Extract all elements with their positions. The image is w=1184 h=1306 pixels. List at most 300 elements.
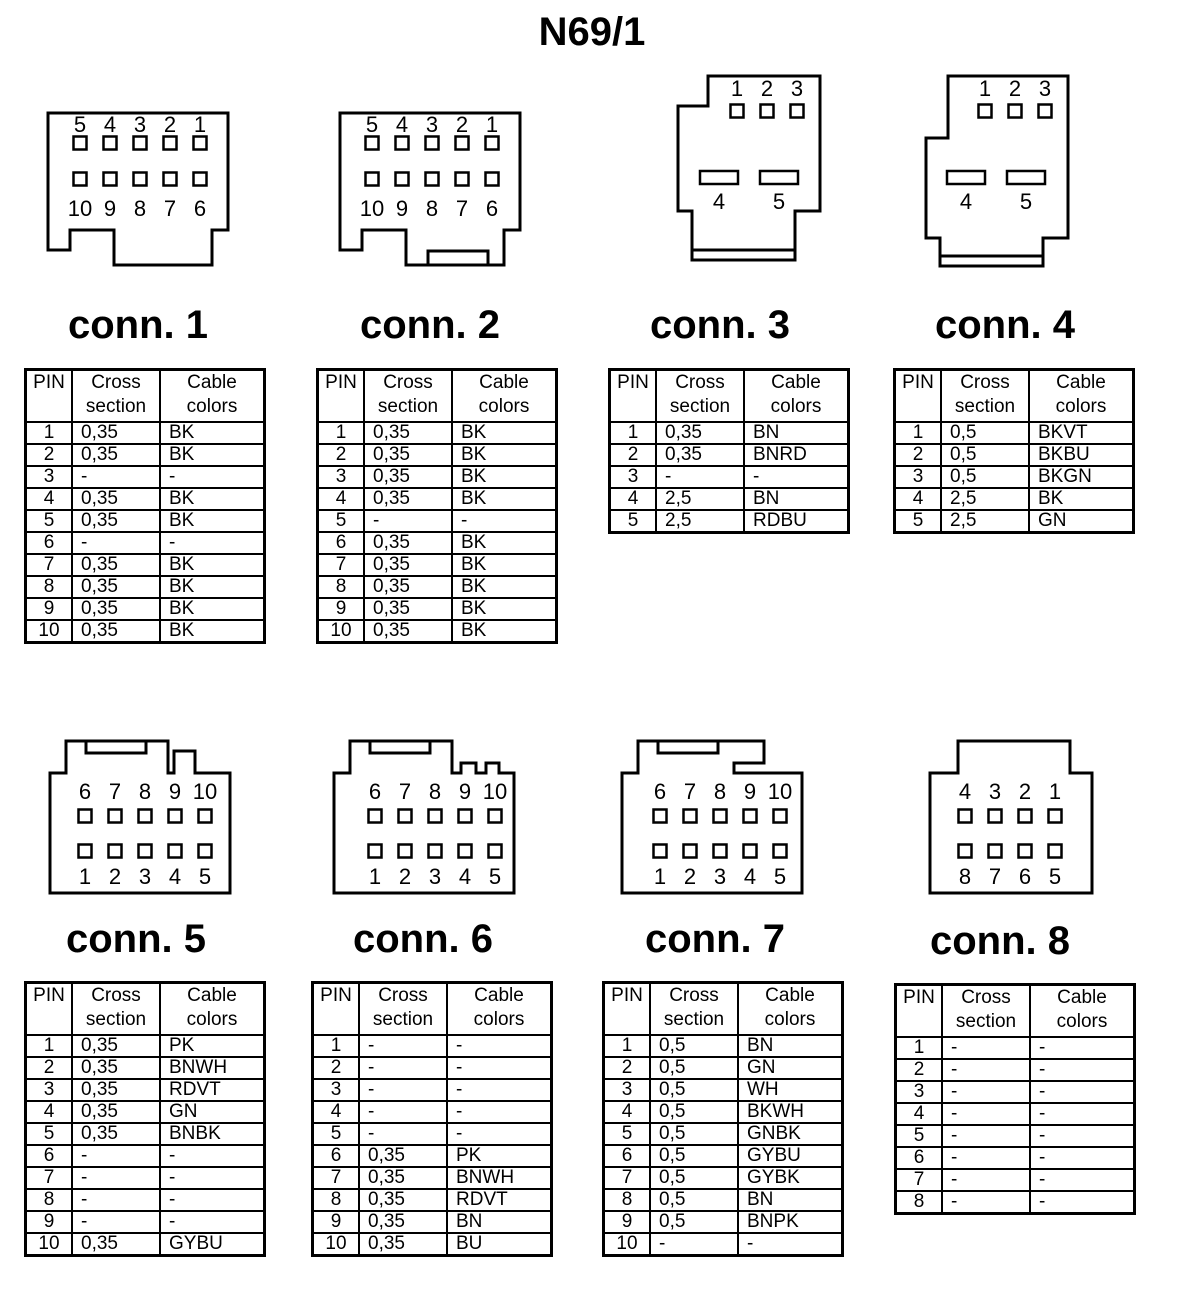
- cable-color-cell: BNPK: [738, 1211, 843, 1233]
- pin-socket: [489, 845, 502, 858]
- pin-number: 9: [743, 779, 757, 804]
- pin-number: 3: [428, 864, 442, 889]
- pin-cell: 2: [318, 444, 365, 466]
- cross-section-cell: 0,5: [650, 1167, 738, 1189]
- pin-cell: 7: [318, 554, 365, 576]
- pin-number: 4: [959, 189, 973, 214]
- pin-cell: 4: [610, 488, 657, 510]
- cross-section-cell: -: [364, 510, 452, 532]
- pin-number: 6: [653, 779, 667, 804]
- pin-socket: [104, 137, 117, 150]
- col-header-cross-section: Cross section: [72, 370, 160, 423]
- pin-cell: 1: [895, 422, 942, 444]
- pin-number: 10: [482, 779, 508, 804]
- pin-socket: [169, 810, 182, 823]
- pin-cell: 1: [896, 1037, 943, 1059]
- cross-section-cell: 2,5: [656, 510, 744, 533]
- cable-color-cell: -: [160, 532, 265, 554]
- cable-color-cell: BK: [160, 576, 265, 598]
- cross-section-cell: -: [942, 1081, 1030, 1103]
- cross-section-cell: -: [942, 1125, 1030, 1147]
- pin-socket: [369, 810, 382, 823]
- col-header-cable-colors: Cable colors: [160, 370, 265, 423]
- cross-section-cell: 0,5: [650, 1035, 738, 1057]
- pin-cell: 6: [318, 532, 365, 554]
- connector-7-label: conn. 7: [645, 917, 786, 961]
- pin-cell: 10: [313, 1233, 360, 1256]
- cross-section-cell: 0,5: [650, 1101, 738, 1123]
- cable-color-cell: BNRD: [744, 444, 849, 466]
- cross-section-cell: 0,5: [650, 1189, 738, 1211]
- cable-color-cell: GYBU: [160, 1233, 265, 1256]
- pin-cell: 3: [318, 466, 365, 488]
- pin-socket: [164, 137, 177, 150]
- pin-socket: [989, 845, 1002, 858]
- pin-cell: 4: [604, 1101, 651, 1123]
- pin-cell: 6: [604, 1145, 651, 1167]
- pin-socket: [366, 137, 379, 150]
- pin-socket: [1049, 845, 1062, 858]
- cross-section-cell: -: [72, 1145, 160, 1167]
- cross-section-cell: -: [359, 1101, 447, 1123]
- pin-number: 3: [1038, 76, 1052, 101]
- pin-cell: 1: [26, 1035, 73, 1057]
- pin-number: 7: [683, 779, 697, 804]
- pin-socket: [74, 137, 87, 150]
- pin-number: 5: [365, 112, 379, 137]
- pin-number: 9: [103, 196, 117, 221]
- cross-section-cell: -: [942, 1103, 1030, 1125]
- connector-6-label: conn. 6: [353, 917, 494, 961]
- pin-socket: [486, 173, 499, 186]
- cable-color-cell: PK: [160, 1035, 265, 1057]
- pin-cell: 8: [318, 576, 365, 598]
- pin-cell: 4: [318, 488, 365, 510]
- cross-section-cell: 0,35: [72, 1057, 160, 1079]
- cable-color-cell: BK: [160, 554, 265, 576]
- pin-cell: 2: [26, 444, 73, 466]
- cable-color-cell: -: [160, 1189, 265, 1211]
- pin-socket: [1009, 105, 1022, 118]
- pin-cell: 10: [318, 620, 365, 643]
- cross-section-cell: -: [650, 1233, 738, 1256]
- pin-cell: 6: [26, 1145, 73, 1167]
- pin-socket: [194, 173, 207, 186]
- cable-color-cell: BK: [160, 620, 265, 643]
- pin-number: 8: [138, 779, 152, 804]
- cross-section-cell: 0,35: [72, 488, 160, 510]
- pin-cell: 3: [895, 466, 942, 488]
- cable-color-cell: -: [738, 1233, 843, 1256]
- pin-number: 7: [455, 196, 469, 221]
- connector-4-label: conn. 4: [935, 303, 1076, 347]
- connector-5-label: conn. 5: [66, 917, 207, 961]
- cross-section-cell: 0,35: [72, 554, 160, 576]
- pin-socket: [459, 810, 472, 823]
- pin-cell: 1: [610, 422, 657, 444]
- pin-number: 2: [398, 864, 412, 889]
- pin-socket: [959, 845, 972, 858]
- cross-section-cell: -: [656, 466, 744, 488]
- cross-section-cell: 0,35: [72, 1123, 160, 1145]
- col-header-cross-section: Cross section: [364, 370, 452, 423]
- pin-socket: [194, 137, 207, 150]
- cable-color-cell: -: [160, 466, 265, 488]
- pin-cell: 6: [26, 532, 73, 554]
- pin-socket: [426, 137, 439, 150]
- cross-section-cell: -: [72, 532, 160, 554]
- col-header-cross-section: Cross section: [942, 985, 1030, 1038]
- pin-number: 3: [713, 864, 727, 889]
- cable-color-cell: BK: [160, 422, 265, 444]
- cable-color-cell: GN: [1029, 510, 1134, 533]
- pin-number: 10: [192, 779, 218, 804]
- pin-cell: 5: [895, 510, 942, 533]
- cable-color-cell: -: [447, 1035, 552, 1057]
- pin-cell: 7: [604, 1167, 651, 1189]
- pin-cell: 9: [26, 1211, 73, 1233]
- pin-number: 4: [458, 864, 472, 889]
- cable-color-cell: RDVT: [160, 1079, 265, 1101]
- cable-color-cell: GYBK: [738, 1167, 843, 1189]
- pin-socket: [199, 845, 212, 858]
- pin-number: 10: [67, 196, 93, 221]
- cable-color-cell: RDBU: [744, 510, 849, 533]
- connector-1-label: conn. 1: [68, 303, 209, 347]
- pin-socket: [1049, 810, 1062, 823]
- pin-socket: [1019, 845, 1032, 858]
- cross-section-cell: 0,35: [359, 1233, 447, 1256]
- cable-color-cell: RDVT: [447, 1189, 552, 1211]
- cable-color-cell: GYBU: [738, 1145, 843, 1167]
- cable-color-cell: -: [447, 1079, 552, 1101]
- cross-section-cell: 0,5: [941, 422, 1029, 444]
- col-header-pin: PIN: [313, 983, 360, 1036]
- cable-color-cell: -: [1030, 1059, 1135, 1081]
- cable-color-cell: BKVT: [1029, 422, 1134, 444]
- pin-number: 3: [988, 779, 1002, 804]
- pin-cell: 3: [604, 1079, 651, 1101]
- pin-number: 8: [425, 196, 439, 221]
- pin-cell: 5: [26, 1123, 73, 1145]
- pin-socket: [396, 137, 409, 150]
- cross-section-cell: 0,35: [72, 422, 160, 444]
- col-header-pin: PIN: [318, 370, 365, 423]
- cross-section-cell: 0,35: [364, 466, 452, 488]
- pin-number: 4: [103, 112, 117, 137]
- pin-cell: 5: [610, 510, 657, 533]
- pin-socket: [947, 171, 985, 184]
- cross-section-cell: 0,5: [941, 444, 1029, 466]
- cross-section-cell: 0,35: [72, 1079, 160, 1101]
- pin-number: 4: [743, 864, 757, 889]
- cross-section-cell: 0,35: [72, 576, 160, 598]
- cable-color-cell: BKBU: [1029, 444, 1134, 466]
- cable-color-cell: -: [160, 1167, 265, 1189]
- cable-color-cell: -: [1030, 1147, 1135, 1169]
- cable-color-cell: -: [1030, 1103, 1135, 1125]
- pin-socket: [486, 137, 499, 150]
- pin-socket: [744, 810, 757, 823]
- cable-color-cell: -: [452, 510, 557, 532]
- pin-socket: [429, 810, 442, 823]
- pin-number: 2: [683, 864, 697, 889]
- pin-number: 4: [958, 779, 972, 804]
- pin-cell: 2: [313, 1057, 360, 1079]
- pin-cell: 5: [313, 1123, 360, 1145]
- cross-section-cell: -: [359, 1123, 447, 1145]
- cable-color-cell: -: [1030, 1081, 1135, 1103]
- connector-2-label: conn. 2: [360, 303, 501, 347]
- cross-section-cell: 0,5: [650, 1211, 738, 1233]
- pin-socket: [700, 171, 738, 184]
- col-header-pin: PIN: [895, 370, 942, 423]
- pin-socket: [456, 137, 469, 150]
- pin-number: 10: [767, 779, 793, 804]
- pin-cell: 1: [313, 1035, 360, 1057]
- pin-cell: 7: [313, 1167, 360, 1189]
- cross-section-cell: -: [72, 1211, 160, 1233]
- cross-section-cell: 0,35: [656, 422, 744, 444]
- cross-section-cell: 0,35: [72, 444, 160, 466]
- pin-number: 7: [163, 196, 177, 221]
- col-header-cable-colors: Cable colors: [447, 983, 552, 1036]
- pin-socket: [79, 810, 92, 823]
- pin-cell: 8: [26, 1189, 73, 1211]
- col-header-cross-section: Cross section: [359, 983, 447, 1036]
- pin-socket: [684, 810, 697, 823]
- pin-socket: [979, 105, 992, 118]
- cross-section-cell: -: [72, 466, 160, 488]
- pin-number: 9: [395, 196, 409, 221]
- pin-socket: [654, 810, 667, 823]
- pin-cell: 5: [604, 1123, 651, 1145]
- pin-cell: 1: [318, 422, 365, 444]
- pin-socket: [714, 845, 727, 858]
- cross-section-cell: -: [942, 1147, 1030, 1169]
- pin-socket: [369, 845, 382, 858]
- cross-section-cell: 0,35: [364, 422, 452, 444]
- pin-cell: 2: [895, 444, 942, 466]
- cable-color-cell: -: [160, 1145, 265, 1167]
- pin-socket: [731, 105, 744, 118]
- cable-color-cell: BNWH: [160, 1057, 265, 1079]
- cable-color-cell: BK: [452, 620, 557, 643]
- col-header-cable-colors: Cable colors: [744, 370, 849, 423]
- pin-number: 8: [958, 864, 972, 889]
- cable-color-cell: BN: [447, 1211, 552, 1233]
- pin-number: 4: [168, 864, 182, 889]
- col-header-cross-section: Cross section: [72, 983, 160, 1036]
- cable-color-cell: BK: [452, 598, 557, 620]
- pin-number: 1: [78, 864, 92, 889]
- cross-section-cell: 0,35: [72, 598, 160, 620]
- col-header-cross-section: Cross section: [650, 983, 738, 1036]
- pin-number: 2: [1008, 76, 1022, 101]
- pin-number: 10: [359, 196, 385, 221]
- col-header-pin: PIN: [26, 370, 73, 423]
- pin-cell: 9: [26, 598, 73, 620]
- cable-color-cell: BN: [738, 1035, 843, 1057]
- pin-socket: [654, 845, 667, 858]
- cross-section-cell: 0,35: [364, 576, 452, 598]
- col-header-cable-colors: Cable colors: [160, 983, 265, 1036]
- pin-number: 2: [108, 864, 122, 889]
- pin-number: 3: [138, 864, 152, 889]
- cross-section-cell: -: [72, 1189, 160, 1211]
- pin-cell: 3: [26, 466, 73, 488]
- cross-section-cell: 2,5: [941, 510, 1029, 533]
- pin-socket: [774, 810, 787, 823]
- pin-number: 2: [1018, 779, 1032, 804]
- cable-color-cell: PK: [447, 1145, 552, 1167]
- col-header-cable-colors: Cable colors: [1029, 370, 1134, 423]
- pin-cell: 5: [318, 510, 365, 532]
- pin-number: 5: [73, 112, 87, 137]
- cross-section-cell: 0,35: [359, 1167, 447, 1189]
- pin-socket: [429, 845, 442, 858]
- cross-section-cell: -: [359, 1079, 447, 1101]
- pin-cell: 4: [895, 488, 942, 510]
- pin-number: 8: [133, 196, 147, 221]
- cable-color-cell: BK: [160, 510, 265, 532]
- cable-color-cell: -: [1030, 1169, 1135, 1191]
- pin-cell: 1: [26, 422, 73, 444]
- cross-section-cell: 0,5: [650, 1123, 738, 1145]
- pin-number: 5: [1048, 864, 1062, 889]
- cable-color-cell: -: [744, 466, 849, 488]
- pin-socket: [761, 105, 774, 118]
- pin-number: 5: [773, 864, 787, 889]
- pin-socket: [79, 845, 92, 858]
- pin-cell: 5: [896, 1125, 943, 1147]
- pin-socket: [760, 171, 798, 184]
- pin-socket: [396, 173, 409, 186]
- cable-color-cell: BK: [160, 598, 265, 620]
- pin-cell: 8: [313, 1189, 360, 1211]
- pin-socket: [366, 173, 379, 186]
- cross-section-cell: 0,35: [364, 620, 452, 643]
- pin-socket: [74, 173, 87, 186]
- cable-color-cell: BN: [744, 488, 849, 510]
- col-header-cross-section: Cross section: [656, 370, 744, 423]
- cable-color-cell: GNBK: [738, 1123, 843, 1145]
- cross-section-cell: 2,5: [656, 488, 744, 510]
- cross-section-cell: 0,35: [359, 1145, 447, 1167]
- pin-number: 4: [395, 112, 409, 137]
- cross-section-cell: 0,5: [650, 1057, 738, 1079]
- cable-color-cell: GN: [738, 1057, 843, 1079]
- pin-socket: [164, 173, 177, 186]
- cable-color-cell: BNBK: [160, 1123, 265, 1145]
- connector-3-label: conn. 3: [650, 303, 791, 347]
- cable-color-cell: BK: [452, 576, 557, 598]
- col-header-pin: PIN: [896, 985, 943, 1038]
- cross-section-cell: -: [942, 1169, 1030, 1191]
- pin-cell: 8: [26, 576, 73, 598]
- pin-number: 6: [193, 196, 207, 221]
- cross-section-cell: 0,35: [72, 620, 160, 643]
- pin-socket: [104, 173, 117, 186]
- pin-cell: 3: [313, 1079, 360, 1101]
- col-header-pin: PIN: [610, 370, 657, 423]
- cable-color-cell: BK: [452, 488, 557, 510]
- pin-cell: 7: [26, 1167, 73, 1189]
- pin-socket: [199, 810, 212, 823]
- cross-section-cell: 0,5: [650, 1079, 738, 1101]
- pin-cell: 7: [896, 1169, 943, 1191]
- col-header-pin: PIN: [26, 983, 73, 1036]
- pin-cell: 9: [318, 598, 365, 620]
- pin-number: 7: [988, 864, 1002, 889]
- pin-number: 5: [1019, 189, 1033, 214]
- pin-number: 1: [193, 112, 207, 137]
- pin-cell: 4: [26, 488, 73, 510]
- pin-socket: [684, 845, 697, 858]
- pin-cell: 4: [313, 1101, 360, 1123]
- pin-number: 7: [108, 779, 122, 804]
- cable-color-cell: -: [447, 1101, 552, 1123]
- pin-socket: [109, 810, 122, 823]
- cable-color-cell: BK: [452, 422, 557, 444]
- pin-socket: [791, 105, 804, 118]
- cross-section-cell: 0,35: [364, 444, 452, 466]
- cross-section-cell: 0,5: [650, 1145, 738, 1167]
- pin-socket: [456, 173, 469, 186]
- pin-number: 8: [428, 779, 442, 804]
- pin-socket: [1007, 171, 1045, 184]
- pin-socket: [134, 173, 147, 186]
- pin-number: 8: [713, 779, 727, 804]
- pin-cell: 1: [604, 1035, 651, 1057]
- cross-section-cell: 0,35: [72, 1035, 160, 1057]
- pin-socket: [774, 845, 787, 858]
- col-header-pin: PIN: [604, 983, 651, 1036]
- pin-number: 3: [425, 112, 439, 137]
- col-header-cross-section: Cross section: [941, 370, 1029, 423]
- pin-number: 1: [1048, 779, 1062, 804]
- cross-section-cell: -: [942, 1191, 1030, 1214]
- pin-socket: [139, 845, 152, 858]
- cable-color-cell: WH: [738, 1079, 843, 1101]
- pin-socket: [1019, 810, 1032, 823]
- pin-cell: 9: [604, 1211, 651, 1233]
- pin-number: 6: [78, 779, 92, 804]
- pin-number: 5: [772, 189, 786, 214]
- pin-cell: 2: [26, 1057, 73, 1079]
- pin-cell: 10: [26, 1233, 73, 1256]
- cross-section-cell: 0,35: [72, 1101, 160, 1123]
- cable-color-cell: GN: [160, 1101, 265, 1123]
- pin-socket: [489, 810, 502, 823]
- pin-cell: 4: [26, 1101, 73, 1123]
- connector-8-label: conn. 8: [930, 919, 1071, 963]
- cross-section-cell: -: [942, 1037, 1030, 1059]
- pin-socket: [714, 810, 727, 823]
- pin-cell: 2: [610, 444, 657, 466]
- cable-color-cell: BN: [744, 422, 849, 444]
- cable-color-cell: BKGN: [1029, 466, 1134, 488]
- pin-cell: 3: [896, 1081, 943, 1103]
- pin-cell: 10: [26, 620, 73, 643]
- cross-section-cell: -: [72, 1167, 160, 1189]
- cable-color-cell: -: [1030, 1037, 1135, 1059]
- pin-number: 9: [168, 779, 182, 804]
- cable-color-cell: -: [160, 1211, 265, 1233]
- cable-color-cell: BNWH: [447, 1167, 552, 1189]
- pin-number: 6: [368, 779, 382, 804]
- pin-cell: 10: [604, 1233, 651, 1256]
